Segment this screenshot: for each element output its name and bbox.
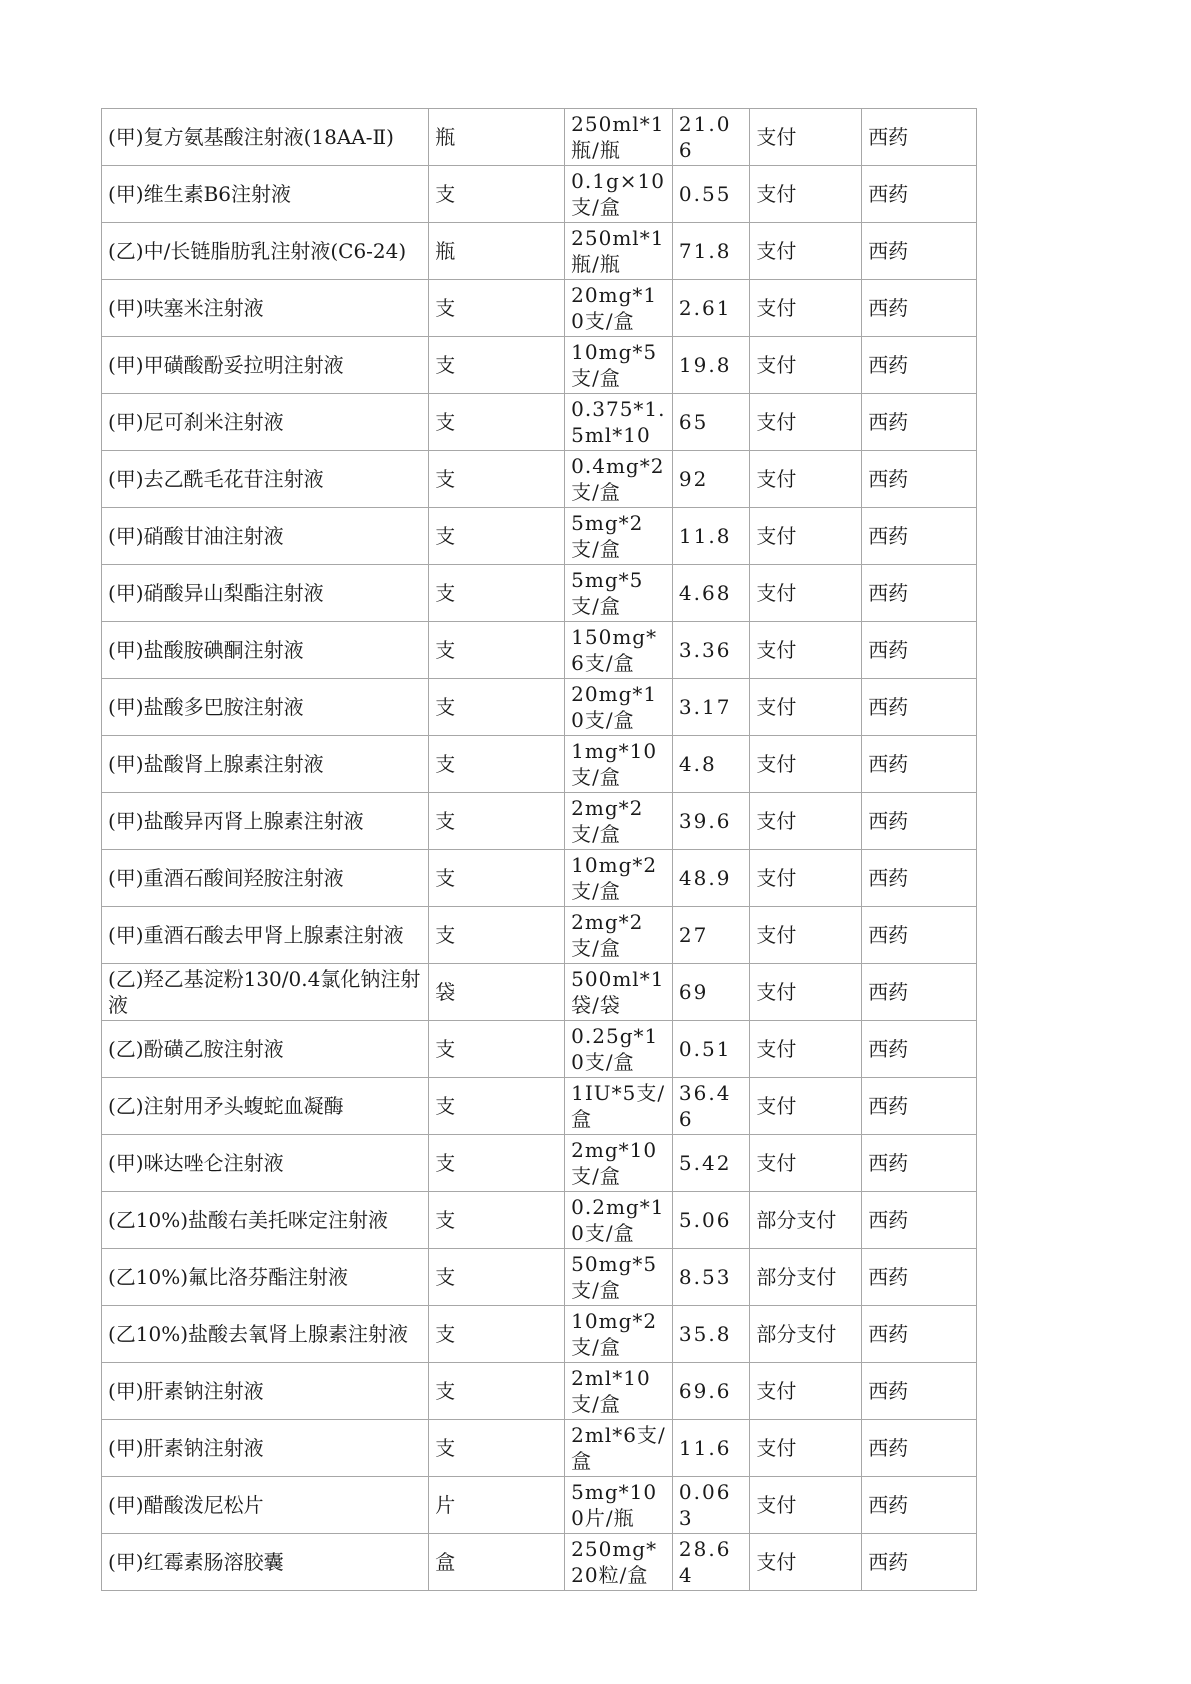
payment-cell: 支付 (750, 508, 862, 565)
drug-name-cell: (甲)甲磺酸酚妥拉明注射液 (102, 337, 429, 394)
unit-cell: 支 (429, 1363, 565, 1420)
price-cell: 21.06 (672, 109, 750, 166)
unit-cell: 支 (429, 280, 565, 337)
drug-name-cell: (甲)咪达唑仑注射液 (102, 1135, 429, 1192)
table-row (102, 1477, 977, 1534)
drug-price-table (101, 108, 977, 1591)
spec-cell: 20mg*10支/盒 (565, 679, 673, 736)
payment-cell: 支付 (750, 964, 862, 1021)
table-row (102, 1078, 977, 1135)
category-cell: 西药 (862, 1249, 977, 1306)
drug-name-cell: (乙)羟乙基淀粉130/0.4氯化钠注射液 (102, 964, 429, 1021)
drug-name-cell: (甲)醋酸泼尼松片 (102, 1477, 429, 1534)
table-row (102, 109, 977, 166)
category-cell: 西药 (862, 280, 977, 337)
price-cell: 0.55 (672, 166, 750, 223)
category-cell: 西药 (862, 337, 977, 394)
spec-cell: 1mg*10支/盒 (565, 736, 673, 793)
spec-cell: 500ml*1袋/袋 (565, 964, 673, 1021)
category-cell: 西药 (862, 850, 977, 907)
spec-cell: 0.25g*10支/盒 (565, 1021, 673, 1078)
payment-cell: 支付 (750, 679, 862, 736)
spec-cell: 250ml*1瓶/瓶 (565, 109, 673, 166)
drug-name-cell: (甲)呋塞米注射液 (102, 280, 429, 337)
unit-cell: 支 (429, 1420, 565, 1477)
price-cell: 0.51 (672, 1021, 750, 1078)
unit-cell: 支 (429, 850, 565, 907)
drug-name-cell: (甲)尼可刹米注射液 (102, 394, 429, 451)
table-row (102, 1249, 977, 1306)
price-cell: 5.42 (672, 1135, 750, 1192)
payment-cell: 支付 (750, 1078, 862, 1135)
unit-cell: 支 (429, 1306, 565, 1363)
price-cell: 48.9 (672, 850, 750, 907)
spec-cell: 5mg*2支/盒 (565, 508, 673, 565)
price-cell: 3.17 (672, 679, 750, 736)
spec-cell: 5mg*5支/盒 (565, 565, 673, 622)
price-cell: 71.8 (672, 223, 750, 280)
category-cell: 西药 (862, 1420, 977, 1477)
category-cell: 西药 (862, 109, 977, 166)
unit-cell: 支 (429, 166, 565, 223)
category-cell: 西药 (862, 223, 977, 280)
price-cell: 19.8 (672, 337, 750, 394)
category-cell: 西药 (862, 1363, 977, 1420)
table-row (102, 679, 977, 736)
price-cell: 35.8 (672, 1306, 750, 1363)
table-row (102, 907, 977, 964)
drug-name-cell: (甲)复方氨基酸注射液(18AA-Ⅱ) (102, 109, 429, 166)
drug-name-cell: (甲)肝素钠注射液 (102, 1420, 429, 1477)
table-row (102, 622, 977, 679)
payment-cell: 部分支付 (750, 1192, 862, 1249)
unit-cell: 支 (429, 622, 565, 679)
unit-cell: 支 (429, 394, 565, 451)
unit-cell: 支 (429, 337, 565, 394)
spec-cell: 2mg*10支/盒 (565, 1135, 673, 1192)
price-cell: 65 (672, 394, 750, 451)
payment-cell: 部分支付 (750, 1249, 862, 1306)
spec-cell: 20mg*10支/盒 (565, 280, 673, 337)
spec-cell: 2mg*2支/盒 (565, 907, 673, 964)
table-row (102, 1420, 977, 1477)
spec-cell: 10mg*2支/盒 (565, 850, 673, 907)
payment-cell: 支付 (750, 166, 862, 223)
category-cell: 西药 (862, 679, 977, 736)
drug-name-cell: (甲)肝素钠注射液 (102, 1363, 429, 1420)
spec-cell: 0.4mg*2支/盒 (565, 451, 673, 508)
table-row (102, 508, 977, 565)
drug-name-cell: (甲)硝酸甘油注射液 (102, 508, 429, 565)
unit-cell: 支 (429, 1078, 565, 1135)
unit-cell: 支 (429, 508, 565, 565)
drug-name-cell: (甲)去乙酰毛花苷注射液 (102, 451, 429, 508)
drug-name-cell: (甲)盐酸多巴胺注射液 (102, 679, 429, 736)
price-cell: 69.6 (672, 1363, 750, 1420)
unit-cell: 袋 (429, 964, 565, 1021)
price-cell: 0.063 (672, 1477, 750, 1534)
unit-cell: 支 (429, 451, 565, 508)
table-row (102, 394, 977, 451)
unit-cell: 盒 (429, 1534, 565, 1591)
spec-cell: 10mg*5支/盒 (565, 337, 673, 394)
payment-cell: 支付 (750, 850, 862, 907)
price-cell: 2.61 (672, 280, 750, 337)
category-cell: 西药 (862, 907, 977, 964)
unit-cell: 瓶 (429, 223, 565, 280)
spec-cell: 2mg*2支/盒 (565, 793, 673, 850)
table-row (102, 1021, 977, 1078)
spec-cell: 2ml*10支/盒 (565, 1363, 673, 1420)
spec-cell: 0.1g×10支/盒 (565, 166, 673, 223)
drug-name-cell: (乙)中/长链脂肪乳注射液(C6-24) (102, 223, 429, 280)
drug-name-cell: (甲)硝酸异山梨酯注射液 (102, 565, 429, 622)
payment-cell: 支付 (750, 1420, 862, 1477)
category-cell: 西药 (862, 736, 977, 793)
table-row (102, 1192, 977, 1249)
drug-name-cell: (甲)盐酸肾上腺素注射液 (102, 736, 429, 793)
payment-cell: 支付 (750, 907, 862, 964)
category-cell: 西药 (862, 1534, 977, 1591)
price-cell: 4.68 (672, 565, 750, 622)
price-cell: 28.64 (672, 1534, 750, 1591)
unit-cell: 支 (429, 679, 565, 736)
unit-cell: 瓶 (429, 109, 565, 166)
payment-cell: 支付 (750, 109, 862, 166)
drug-name-cell: (乙)酚磺乙胺注射液 (102, 1021, 429, 1078)
table-row (102, 337, 977, 394)
payment-cell: 支付 (750, 736, 862, 793)
payment-cell: 部分支付 (750, 1306, 862, 1363)
table-body (102, 109, 977, 1591)
price-cell: 39.6 (672, 793, 750, 850)
spec-cell: 250ml*1瓶/瓶 (565, 223, 673, 280)
price-cell: 11.8 (672, 508, 750, 565)
payment-cell: 支付 (750, 1135, 862, 1192)
drug-name-cell: (甲)维生素B6注射液 (102, 166, 429, 223)
drug-name-cell: (乙10%)氟比洛芬酯注射液 (102, 1249, 429, 1306)
drug-name-cell: (甲)盐酸异丙肾上腺素注射液 (102, 793, 429, 850)
table-row (102, 166, 977, 223)
price-cell: 27 (672, 907, 750, 964)
table-row (102, 280, 977, 337)
drug-name-cell: (乙10%)盐酸去氧肾上腺素注射液 (102, 1306, 429, 1363)
payment-cell: 支付 (750, 622, 862, 679)
payment-cell: 支付 (750, 1534, 862, 1591)
payment-cell: 支付 (750, 1477, 862, 1534)
category-cell: 西药 (862, 565, 977, 622)
unit-cell: 支 (429, 1021, 565, 1078)
unit-cell: 支 (429, 1249, 565, 1306)
table-row (102, 1306, 977, 1363)
unit-cell: 支 (429, 907, 565, 964)
unit-cell: 片 (429, 1477, 565, 1534)
payment-cell: 支付 (750, 280, 862, 337)
drug-name-cell: (甲)盐酸胺碘酮注射液 (102, 622, 429, 679)
unit-cell: 支 (429, 793, 565, 850)
payment-cell: 支付 (750, 223, 862, 280)
price-cell: 92 (672, 451, 750, 508)
price-cell: 3.36 (672, 622, 750, 679)
spec-cell: 5mg*100片/瓶 (565, 1477, 673, 1534)
table-row (102, 964, 977, 1021)
table-row (102, 451, 977, 508)
drug-name-cell: (甲)红霉素肠溶胶囊 (102, 1534, 429, 1591)
table-row (102, 565, 977, 622)
table-row (102, 736, 977, 793)
unit-cell: 支 (429, 736, 565, 793)
category-cell: 西药 (862, 508, 977, 565)
table-row (102, 793, 977, 850)
price-cell: 36.46 (672, 1078, 750, 1135)
table-row (102, 1534, 977, 1591)
price-cell: 4.8 (672, 736, 750, 793)
drug-name-cell: (甲)重酒石酸间羟胺注射液 (102, 850, 429, 907)
category-cell: 西药 (862, 166, 977, 223)
spec-cell: 0.375*1.5ml*10 (565, 394, 673, 451)
category-cell: 西药 (862, 1306, 977, 1363)
category-cell: 西药 (862, 1192, 977, 1249)
table-row (102, 223, 977, 280)
table-row (102, 850, 977, 907)
category-cell: 西药 (862, 964, 977, 1021)
table-row (102, 1363, 977, 1420)
category-cell: 西药 (862, 622, 977, 679)
category-cell: 西药 (862, 1021, 977, 1078)
payment-cell: 支付 (750, 394, 862, 451)
spec-cell: 1IU*5支/盒 (565, 1078, 673, 1135)
spec-cell: 0.2mg*10支/盒 (565, 1192, 673, 1249)
price-cell: 8.53 (672, 1249, 750, 1306)
unit-cell: 支 (429, 1192, 565, 1249)
category-cell: 西药 (862, 1078, 977, 1135)
payment-cell: 支付 (750, 451, 862, 508)
spec-cell: 50mg*5支/盒 (565, 1249, 673, 1306)
category-cell: 西药 (862, 1477, 977, 1534)
spec-cell: 250mg*20粒/盒 (565, 1534, 673, 1591)
spec-cell: 2ml*6支/盒 (565, 1420, 673, 1477)
drug-name-cell: (乙)注射用矛头蝮蛇血凝酶 (102, 1078, 429, 1135)
price-cell: 5.06 (672, 1192, 750, 1249)
drug-name-cell: (甲)重酒石酸去甲肾上腺素注射液 (102, 907, 429, 964)
unit-cell: 支 (429, 1135, 565, 1192)
payment-cell: 支付 (750, 1363, 862, 1420)
category-cell: 西药 (862, 793, 977, 850)
table-row (102, 1135, 977, 1192)
spec-cell: 10mg*2支/盒 (565, 1306, 673, 1363)
category-cell: 西药 (862, 1135, 977, 1192)
price-cell: 11.6 (672, 1420, 750, 1477)
drug-name-cell: (乙10%)盐酸右美托咪定注射液 (102, 1192, 429, 1249)
category-cell: 西药 (862, 394, 977, 451)
category-cell: 西药 (862, 451, 977, 508)
payment-cell: 支付 (750, 793, 862, 850)
payment-cell: 支付 (750, 337, 862, 394)
payment-cell: 支付 (750, 1021, 862, 1078)
payment-cell: 支付 (750, 565, 862, 622)
price-cell: 69 (672, 964, 750, 1021)
spec-cell: 150mg*6支/盒 (565, 622, 673, 679)
unit-cell: 支 (429, 565, 565, 622)
